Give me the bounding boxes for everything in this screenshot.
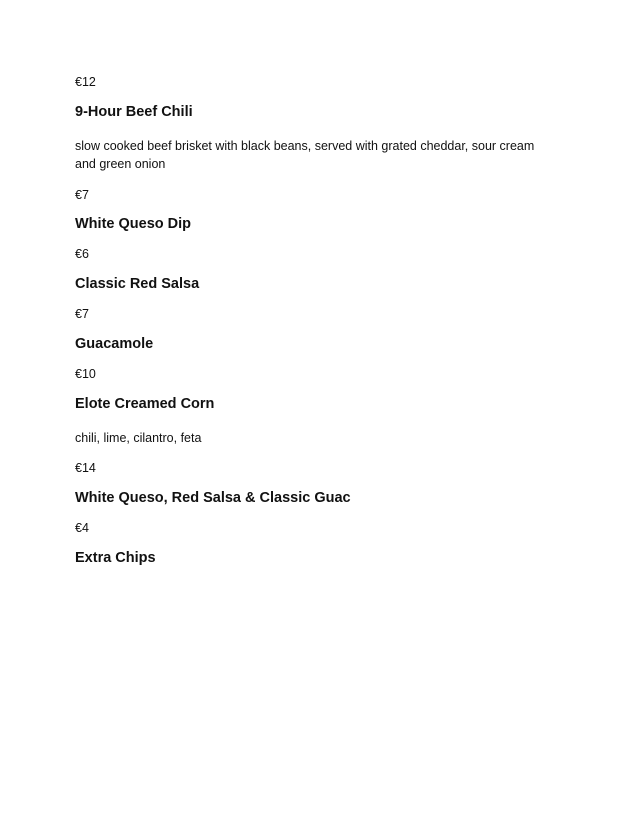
item-price: €10 <box>75 367 96 381</box>
item-price: €4 <box>75 521 89 535</box>
item-name: White Queso Dip <box>75 216 191 232</box>
item-name: 9-Hour Beef Chili <box>75 104 193 120</box>
item-price: €6 <box>75 247 89 261</box>
item-name: White Queso, Red Salsa & Classic Guac <box>75 490 351 506</box>
item-description: slow cooked beef brisket with black beans, served with grated cheddar, sour cream and green onion <box>75 139 535 171</box>
item-price: €14 <box>75 461 96 475</box>
item-price: €7 <box>75 307 89 321</box>
item-name: Guacamole <box>75 336 154 352</box>
item-name: Classic Red Salsa <box>75 276 200 292</box>
item-description: chili, lime, cilantro, feta <box>75 431 202 445</box>
item-name: Elote Creamed Corn <box>75 396 215 412</box>
item-price: €7 <box>75 188 89 202</box>
item-name: Extra Chips <box>75 550 156 566</box>
item-price: €12 <box>75 75 96 89</box>
